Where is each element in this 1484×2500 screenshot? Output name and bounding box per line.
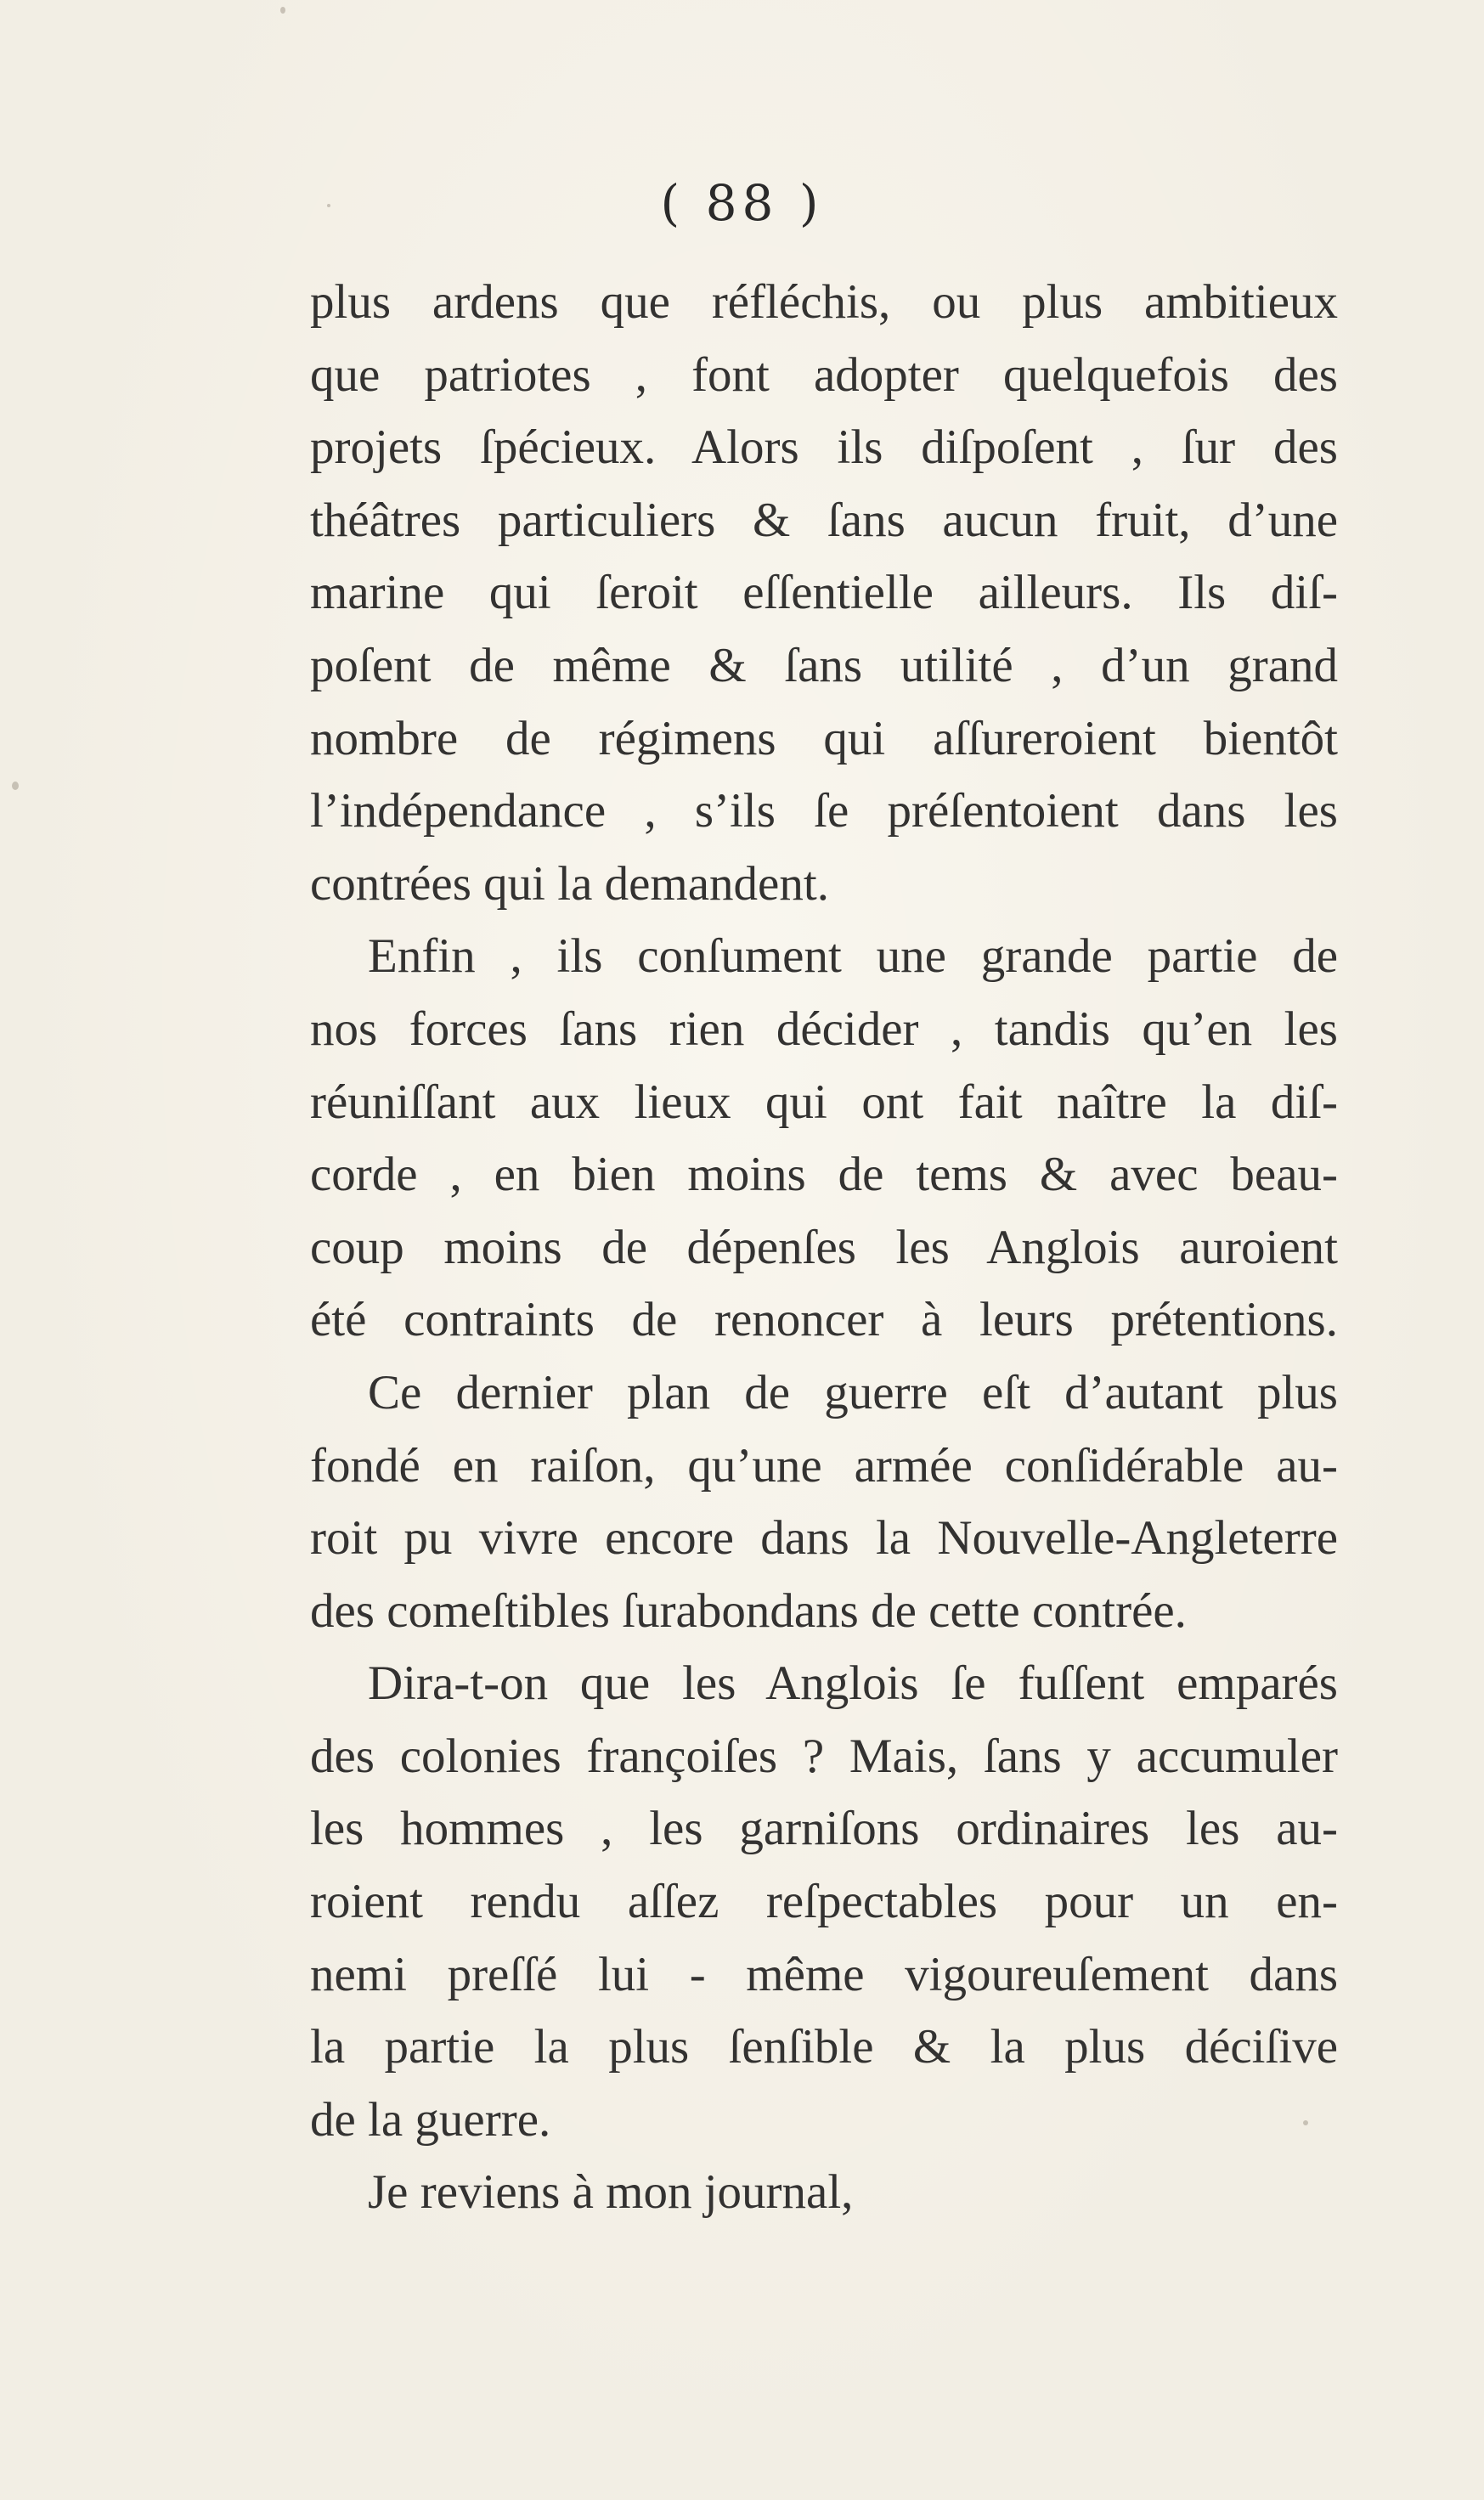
text-line: coup moins de dépenſes les Anglois auroient <box>310 1220 1338 1274</box>
text-line: la partie la plus ſenſible & la plus déciſive <box>310 2020 1338 2074</box>
text-line: nemi preſſé lui - même vigoureuſement dans <box>310 1947 1338 2001</box>
text-line: réuniſſant aux lieux qui ont fait naître la diſ- <box>310 1075 1338 1129</box>
text-line: Je reviens à mon journal, <box>368 2165 854 2220</box>
text-line: poſent de même & ſans utilité , d’un grand <box>310 638 1338 692</box>
text-line: marine qui ſeroit eſſentielle ailleurs. Ils diſ- <box>310 566 1338 620</box>
body-text <box>310 266 1338 2229</box>
text-line: roit pu vivre encore dans la Nouvelle-Angleterre <box>310 1511 1338 1566</box>
text-line: plus ardens que réfléchis, ou plus ambitieux <box>310 275 1338 329</box>
text-line: de la guerre. <box>310 2092 551 2147</box>
paper-speck <box>12 782 19 790</box>
text-line: contrées qui la demandent. <box>310 856 829 911</box>
text-line: des colonies françoiſes ? Mais, ſans y accumuler <box>310 1729 1338 1783</box>
text-line: roient rendu aſſez reſpectables pour un en- <box>310 1875 1338 1929</box>
text-line: que patriotes , font adopter quelquefois des <box>310 347 1338 402</box>
page-number: ( 88 ) <box>660 174 824 232</box>
text-line: Ce dernier plan de guerre eſt d’autant plus <box>368 1365 1338 1419</box>
text-line: fondé en raiſon, qu’une armée conſidérable au- <box>310 1438 1338 1493</box>
text-line: nombre de régimens qui aſſureroient bientôt <box>310 711 1338 765</box>
text-line: Dira-t-on que les Anglois ſe fuſſent emparés <box>368 1656 1338 1711</box>
text-line: corde , en bien moins de tems & avec beau- <box>310 1148 1338 1202</box>
text-line: des comeſtibles ſurabondans de cette contrée. <box>310 1583 1187 1638</box>
text-line: projets ſpécieux. Alors ils diſpoſent , ſur des <box>310 420 1338 475</box>
text-line: été contraints de renoncer à leurs prétentions. <box>310 1293 1338 1347</box>
text-line: les hommes , les garniſons ordinaires les au- <box>310 1802 1338 1856</box>
paper-speck <box>280 7 285 14</box>
text-line: l’indépendance , s’ils ſe préſentoient dans les <box>310 784 1338 838</box>
text-line: nos forces ſans rien décider , tandis qu’en les <box>310 1002 1338 1056</box>
text-line: théâtres particuliers & ſans aucun fruit, d’une <box>310 493 1338 547</box>
text-line: Enfin , ils conſument une grande partie de <box>368 929 1338 984</box>
